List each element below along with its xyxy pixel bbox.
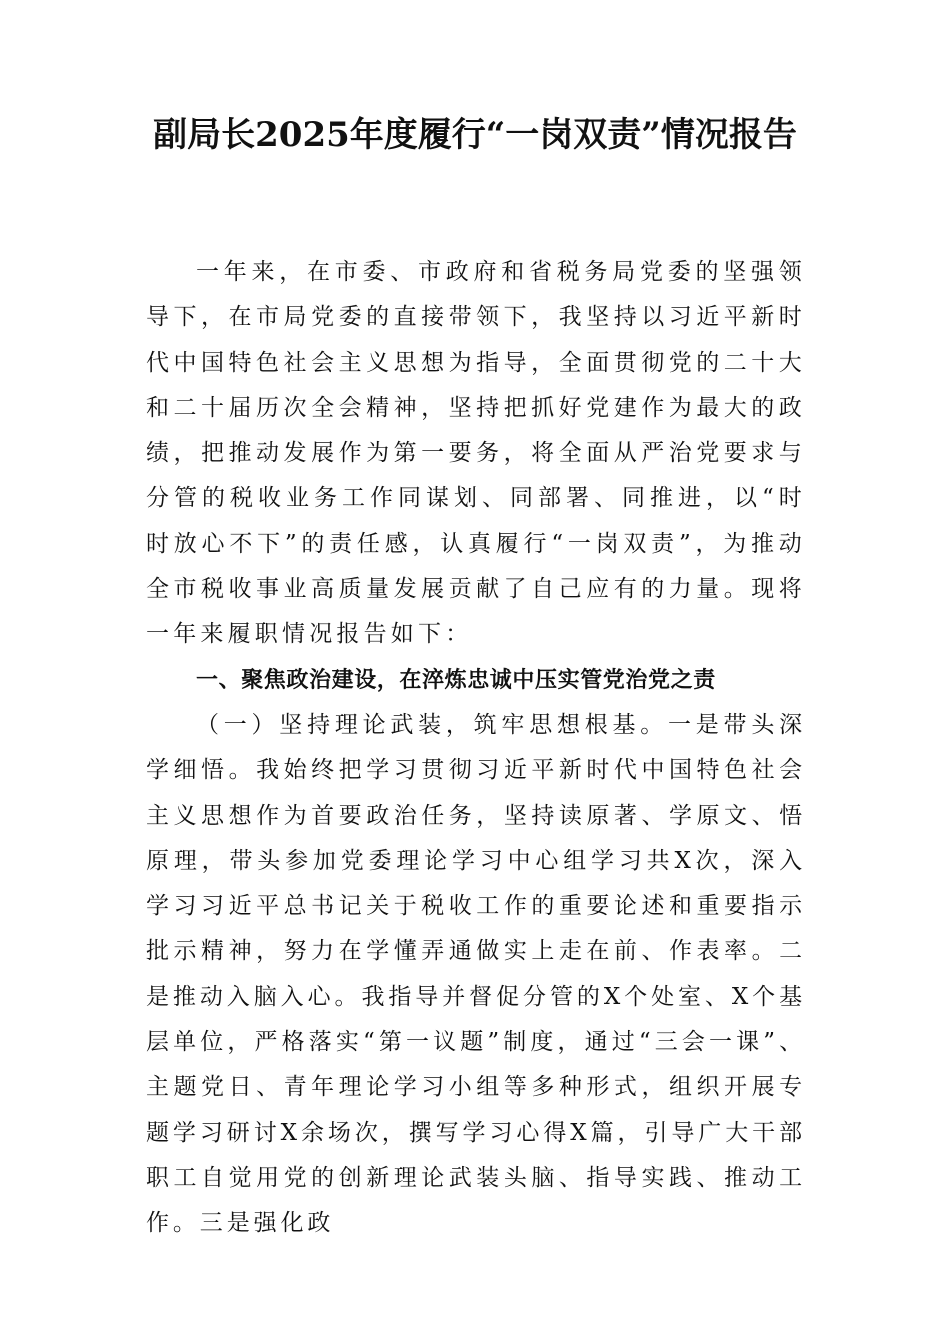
intro-paragraph: 一年来，在市委、市政府和省税务局党委的坚强领导下，在市局党委的直接带领下，我坚持以习近平新时代中国特色社会主义思想为指导，全面贯彻党的二十大和二十届历次全会精神，坚持把抓好党建作为最大的政绩，把推动发展作为第一要务，将全面从严治党要求与分管的税收业务工作同谋划、同部署、同推进，以“时时放心不下”的责任感，认真履行“一岗双责”，为推动全市税收事业高质量发展贡献了自己应有的力量。现将一年来履职情况报告如下： [146,259,806,648]
section-heading-1: 一、聚焦政治建设，在淬炼忠诚中压实管党治党之责 [196,667,716,693]
section-1-paragraph: （一）坚持理论武装，筑牢思想根基。一是带头深学细悟。我始终把学习贯彻习近平新时代中国特色社会主义思想作为首要政治任务，坚持读原著、学原文、悟原理，带头参加党委理论学习中心组学习共X次，深入学习习近平总书记关于税收工作的重要论述和重要指示批示精神，努力在学懂弄通做实上走在前、作表率。二是推动入脑入心。我指导并督促分管的X个处室、X个基层单位，严格落实“第一议题”制度，通过“三会一课”、主题党日、青年理论学习小组等多种形式，组织开展专题学习研讨X余场次，撰写学习心得X篇，引导广大干部职工自觉用党的创新理论武装头脑、指导实践、推动工作。三是强化政 [146,711,806,1237]
document-title: 副局长2025年度履行“一岗双责”情况报告 [153,115,797,155]
document-body [146,250,806,1247]
